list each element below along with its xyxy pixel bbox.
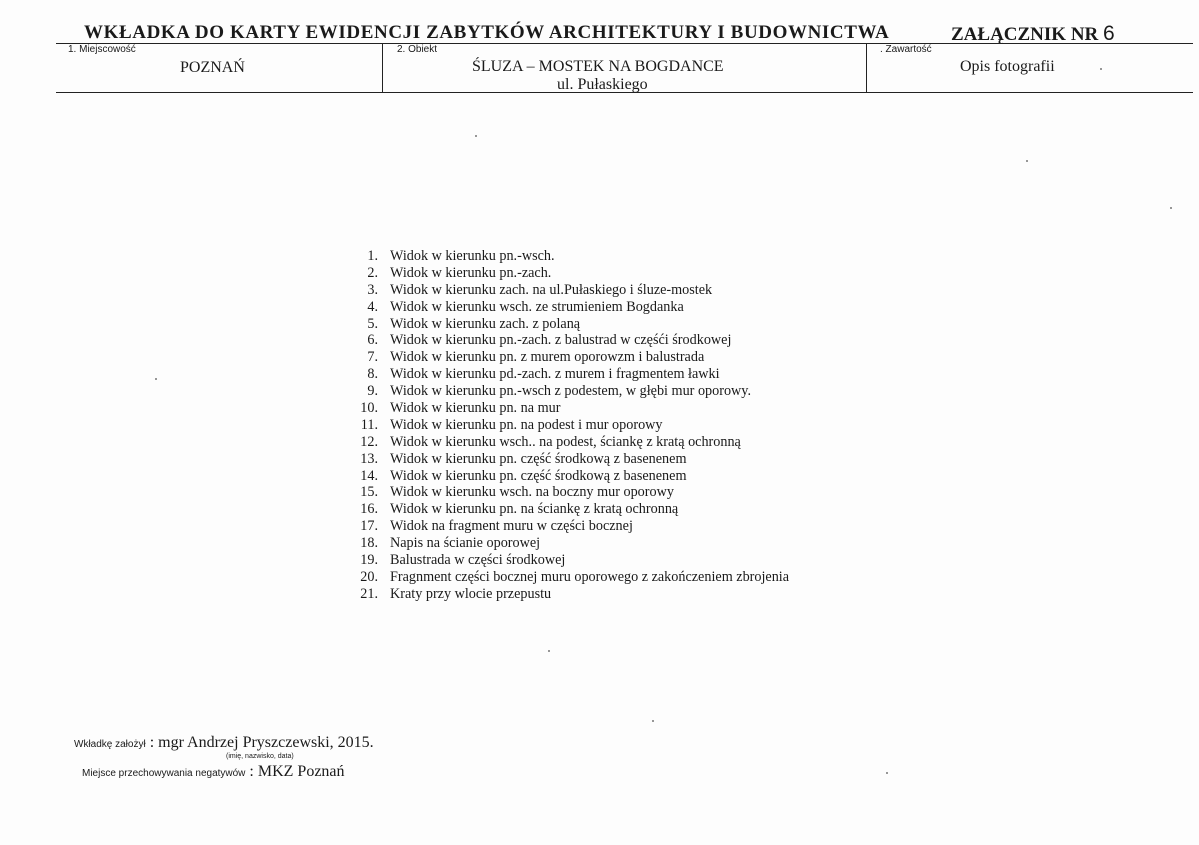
annex-number: 6 xyxy=(1103,22,1115,45)
item-number: 16. xyxy=(360,501,378,518)
item-text: Napis na ścianie oporowej xyxy=(390,535,541,552)
item-number: 18. xyxy=(360,535,378,552)
negatives-line xyxy=(82,763,345,781)
item-text: Widok w kierunku pd.-zach. z murem i fragmentem ławki xyxy=(390,366,720,383)
item-number: 20. xyxy=(360,568,378,585)
item-text: Widok w kierunku pn. część środkową z basenenem xyxy=(390,467,687,484)
item-number: 3. xyxy=(367,281,378,298)
item-text: Widok w kierunku pn.-wsch z podestem, w głębi mur oporowy. xyxy=(390,383,752,400)
item-text: Fragnment części bocznej muru oporowego z zakończeniem zbrojenia xyxy=(390,568,790,585)
negatives-value: MKZ Poznań xyxy=(257,763,345,780)
object-label: 2. Obiekt xyxy=(397,44,438,55)
list-item xyxy=(340,248,789,265)
list-item xyxy=(340,265,789,282)
list-item xyxy=(340,552,789,569)
locality-label: 1. Miejscowość xyxy=(68,44,136,55)
list-item xyxy=(340,383,789,400)
item-number: 1. xyxy=(367,248,378,264)
list-item xyxy=(340,451,789,468)
author-note: (imię, nazwisko, data) xyxy=(226,753,294,760)
header-top-rule xyxy=(56,43,1193,44)
item-number: 5. xyxy=(367,315,378,332)
item-number: 13. xyxy=(360,450,378,467)
item-number: 19. xyxy=(360,552,378,569)
list-item xyxy=(340,586,789,603)
author-line xyxy=(74,734,374,752)
item-text: Widok na fragment muru w części bocznej xyxy=(390,518,633,535)
scan-speck xyxy=(1100,68,1102,70)
author-separator: : xyxy=(145,734,159,751)
item-text: Widok w kierunku pn. na ściankę z kratą ochronną xyxy=(390,501,679,518)
list-item xyxy=(340,468,789,485)
negatives-label: Miejsce przechowywania negatywów xyxy=(82,768,246,779)
list-item xyxy=(340,400,789,417)
author-value: mgr Andrzej Pryszczewski, 2015. xyxy=(158,734,374,751)
list-item xyxy=(340,299,789,316)
item-number: 9. xyxy=(367,383,378,400)
item-text: Widok w kierunku pn.-zach. z balustrad w częśći środkowej xyxy=(390,332,732,349)
scan-speck xyxy=(1026,160,1028,162)
list-item xyxy=(340,417,789,434)
scan-speck xyxy=(886,772,888,774)
scan-speck xyxy=(652,720,654,722)
item-text: Kraty przy wlocie przepustu xyxy=(390,585,552,602)
item-text: Widok w kierunku wsch.. na podest, ściankę z kratą ochronną xyxy=(390,433,741,450)
scan-speck xyxy=(548,650,550,652)
item-number: 6. xyxy=(367,332,378,349)
scan-speck xyxy=(155,378,157,380)
list-item xyxy=(340,518,789,535)
item-text: Widok w kierunku pn. na mur xyxy=(390,400,561,417)
scan-speck xyxy=(1170,207,1172,209)
item-text: Widok w kierunku zach. z polaną xyxy=(390,315,581,332)
negatives-separator: : xyxy=(245,763,258,780)
annex-label: ZAŁĄCZNIK NR xyxy=(951,24,1099,45)
item-number: 12. xyxy=(360,433,378,450)
list-item xyxy=(340,434,789,451)
list-item xyxy=(340,349,789,366)
locality-value: POZNAŃ xyxy=(180,59,245,76)
item-number: 11. xyxy=(360,416,378,433)
item-number: 14. xyxy=(360,467,378,484)
item-number: 15. xyxy=(360,484,378,501)
author-label: Wkładkę założył xyxy=(74,739,146,750)
list-item xyxy=(340,332,789,349)
item-text: Widok w kierunku zach. na ul.Pułaskiego i śluze-mostek xyxy=(390,281,713,298)
item-text: Widok w kierunku pn. na podest i mur oporowy xyxy=(390,416,663,433)
object-value-line2: ul. Pułaskiego xyxy=(557,76,648,93)
list-item xyxy=(340,282,789,299)
header-divider-2 xyxy=(866,43,867,93)
list-item xyxy=(340,569,789,586)
scan-speck xyxy=(475,135,477,137)
list-item xyxy=(340,501,789,518)
object-value-line1: ŚLUZA – MOSTEK NA BOGDANCE xyxy=(472,58,724,75)
item-number: 21. xyxy=(360,585,378,602)
item-text: Widok w kierunku pn. z murem oporowzm i balustrada xyxy=(390,349,705,366)
header-divider-1 xyxy=(382,43,383,93)
item-text: Widok w kierunku wsch. ze strumieniem Bogdanka xyxy=(390,298,684,315)
list-item xyxy=(340,535,789,552)
list-item xyxy=(340,316,789,333)
item-number: 17. xyxy=(360,518,378,535)
list-item xyxy=(340,484,789,501)
list-item xyxy=(340,366,789,383)
item-number: 2. xyxy=(367,264,378,281)
photo-description-list xyxy=(340,248,789,603)
item-text: Widok w kierunku pn.-wsch. xyxy=(390,248,555,264)
item-number: 7. xyxy=(367,349,378,366)
content-label: . Zawartość xyxy=(880,44,932,55)
document-title: WKŁADKA DO KARTY EWIDENCJI ZABYTKÓW ARCHITEKTURY I BUDOWNICTWA xyxy=(84,22,890,43)
item-number: 8. xyxy=(367,366,378,383)
item-text: Balustrada w części środkowej xyxy=(390,552,566,569)
item-text: Widok w kierunku pn. część środkową z basenenem xyxy=(390,450,687,467)
content-value: Opis fotografii xyxy=(960,58,1055,75)
item-number: 10. xyxy=(360,400,378,417)
item-number: 4. xyxy=(367,298,378,315)
item-text: Widok w kierunku pn.-zach. xyxy=(390,264,552,281)
item-text: Widok w kierunku wsch. na boczny mur oporowy xyxy=(390,484,674,501)
